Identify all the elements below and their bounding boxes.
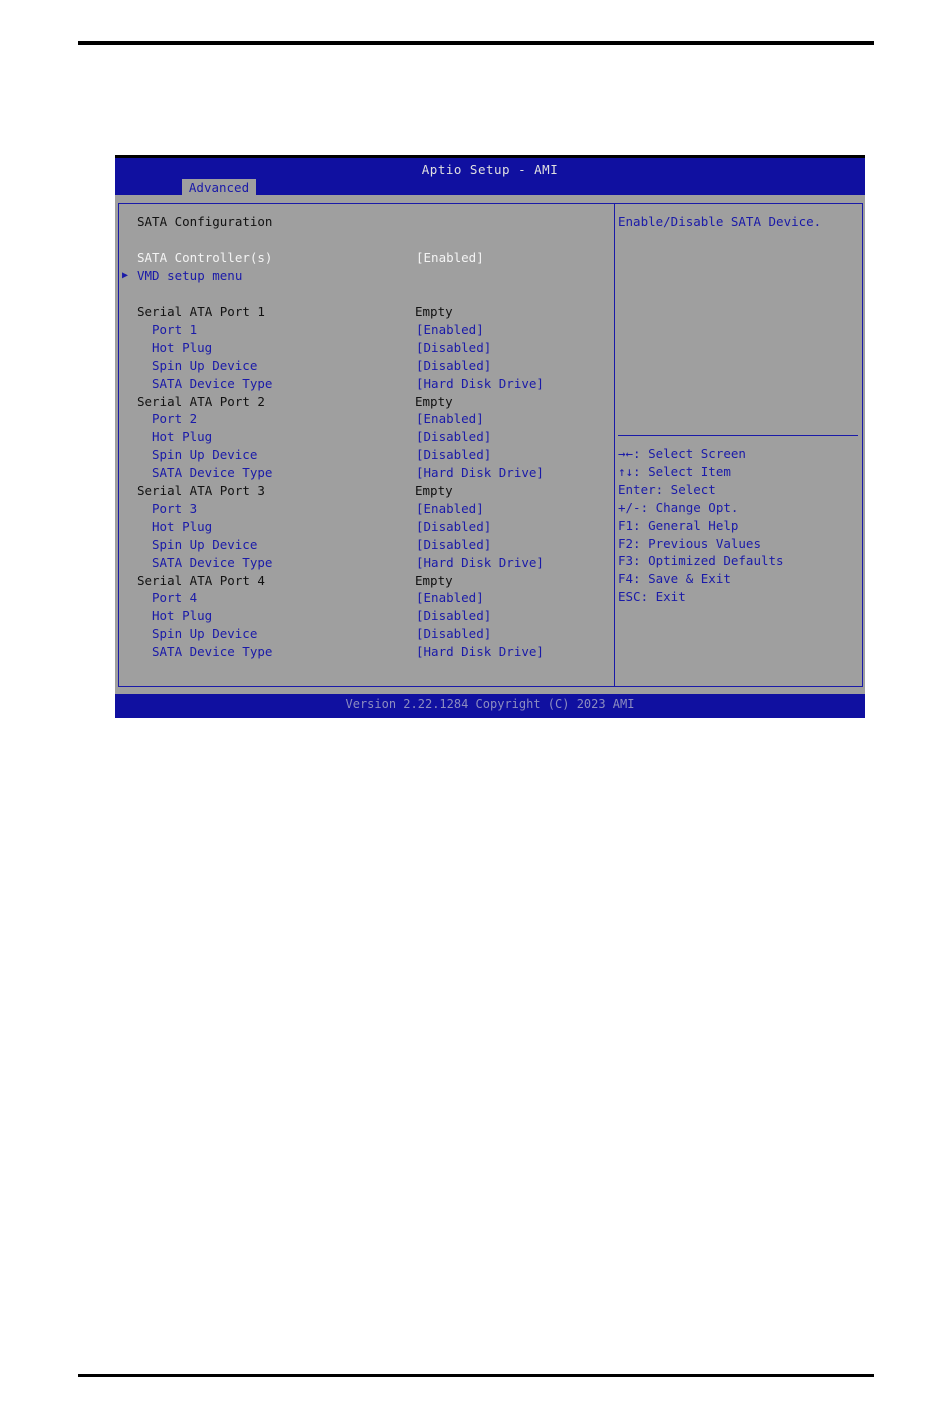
key-legend-item: F3: Optimized Defaults xyxy=(618,553,784,569)
key-legend-item: F2: Previous Values xyxy=(618,535,761,551)
bios-setup-screen xyxy=(115,155,865,718)
port-status: Empty xyxy=(415,304,453,319)
setting-value[interactable]: [Disabled] xyxy=(416,536,492,552)
setting-label[interactable]: Spin Up Device xyxy=(152,357,258,373)
key-legend-item: F4: Save & Exit xyxy=(618,571,731,587)
setting-label[interactable]: Spin Up Device xyxy=(152,626,258,642)
sata-controller-value[interactable]: [Enabled] xyxy=(416,250,484,265)
setting-label[interactable]: Port 3 xyxy=(152,500,198,516)
setting-value[interactable]: [Enabled] xyxy=(416,411,484,427)
key-legend-item: ↑↓: Select Item xyxy=(618,463,731,479)
vmd-setup-menu-link[interactable]: VMD setup menu xyxy=(137,268,243,283)
setting-label[interactable]: SATA Device Type xyxy=(152,465,273,481)
title-bar xyxy=(115,155,865,195)
setting-label[interactable]: Hot Plug xyxy=(152,429,213,445)
setting-label[interactable]: Port 2 xyxy=(152,411,198,427)
key-legend-item: Enter: Select xyxy=(618,481,716,497)
port-title: Serial ATA Port 3 xyxy=(137,483,265,498)
setting-label[interactable]: SATA Device Type xyxy=(152,375,273,391)
page-bottom-rule xyxy=(78,1374,874,1377)
setting-value[interactable]: [Hard Disk Drive] xyxy=(416,375,544,391)
setting-value[interactable]: [Disabled] xyxy=(416,608,492,624)
setting-value[interactable]: [Hard Disk Drive] xyxy=(416,644,544,660)
setting-value[interactable]: [Disabled] xyxy=(416,429,492,445)
setting-label[interactable]: Hot Plug xyxy=(152,339,213,355)
setting-value[interactable]: [Disabled] xyxy=(416,626,492,642)
sata-controller-label[interactable]: SATA Controller(s) xyxy=(137,250,273,265)
tab-advanced[interactable]: Advanced xyxy=(182,179,256,198)
setting-label[interactable]: Spin Up Device xyxy=(152,536,258,552)
page-top-rule xyxy=(78,41,874,45)
setting-value[interactable]: [Hard Disk Drive] xyxy=(416,554,544,570)
key-legend-item: ESC: Exit xyxy=(618,589,686,605)
setting-value[interactable]: [Enabled] xyxy=(416,321,484,337)
setting-value[interactable]: [Disabled] xyxy=(416,518,492,534)
submenu-arrow-icon: ▶ xyxy=(122,270,129,281)
help-description: Enable/Disable SATA Device. xyxy=(618,214,822,229)
setting-value[interactable]: [Disabled] xyxy=(416,357,492,373)
setting-value[interactable]: [Disabled] xyxy=(416,339,492,355)
port-status: Empty xyxy=(415,393,453,409)
setting-label[interactable]: Hot Plug xyxy=(152,518,213,534)
setting-label[interactable]: SATA Device Type xyxy=(152,644,273,660)
section-heading: SATA Configuration xyxy=(137,214,273,229)
port-title: Serial ATA Port 1 xyxy=(137,304,265,319)
setting-value[interactable]: [Enabled] xyxy=(416,590,484,606)
port-title: Serial ATA Port 2 xyxy=(137,393,265,409)
setting-label[interactable]: Spin Up Device xyxy=(152,447,258,463)
window-title: Aptio Setup - AMI xyxy=(421,162,559,177)
port-status: Empty xyxy=(415,572,453,588)
key-legend-item: +/-: Change Opt. xyxy=(618,499,739,515)
setting-value[interactable]: [Disabled] xyxy=(416,447,492,463)
help-divider xyxy=(618,435,858,436)
setting-label[interactable]: Port 1 xyxy=(152,321,198,337)
setting-label[interactable]: Hot Plug xyxy=(152,608,213,624)
key-legend-item: F1: General Help xyxy=(618,517,739,533)
version-text: Version 2.22.1284 Copyright (C) 2023 AMI xyxy=(345,697,635,711)
footer-bar xyxy=(115,694,865,718)
setting-value[interactable]: [Hard Disk Drive] xyxy=(416,465,544,481)
port-title: Serial ATA Port 4 xyxy=(137,572,265,588)
setting-value[interactable]: [Enabled] xyxy=(416,500,484,516)
key-legend-item: →←: Select Screen xyxy=(618,446,746,461)
port-status: Empty xyxy=(415,483,453,498)
panel-divider xyxy=(614,203,615,687)
setting-label[interactable]: Port 4 xyxy=(152,590,198,606)
setting-label[interactable]: SATA Device Type xyxy=(152,554,273,570)
